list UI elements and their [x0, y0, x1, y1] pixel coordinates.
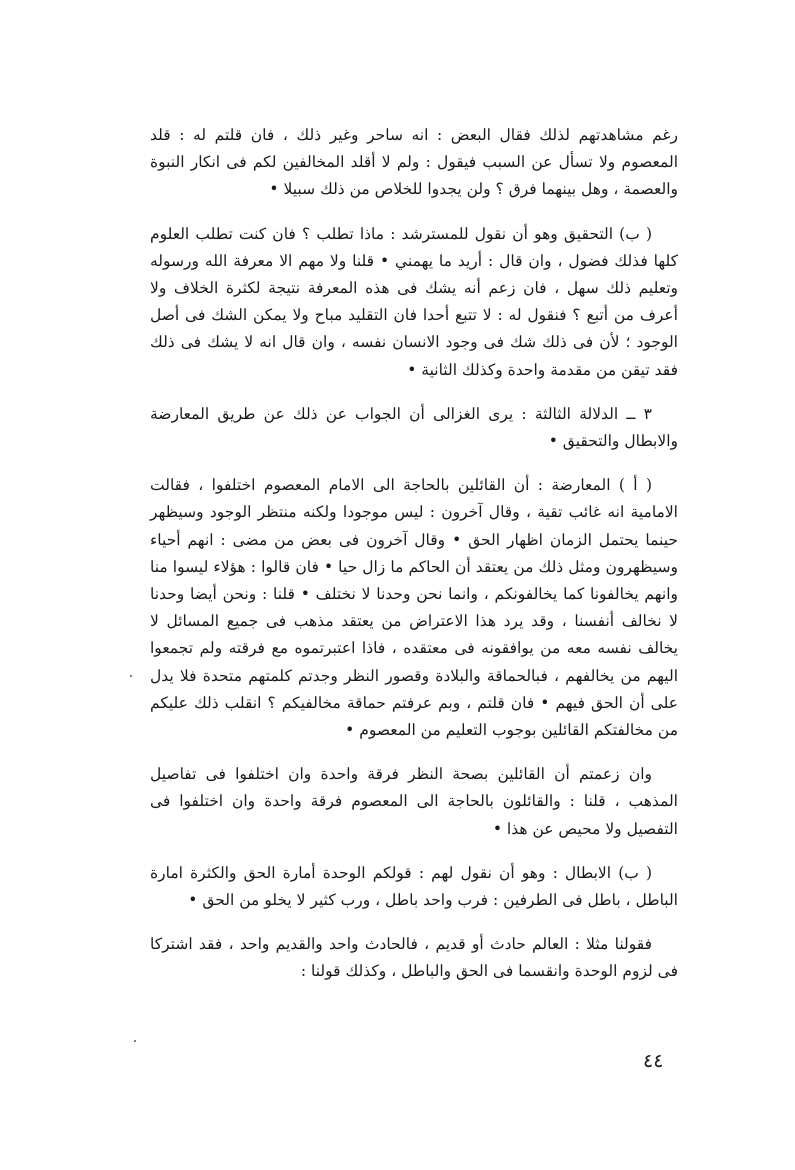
paragraph-6: ( ب) الابطال : وهو أن نقول لهم : قولكم الوحدة أمارة الحق والكثرة امارة الباطل ، باطل فى الطرفين : فرب واحد باطل ، ورب كثير لا يخلو من الحق • — [150, 863, 678, 910]
scan-speck — [134, 1040, 136, 1042]
paragraph-2: ( ب) التحقيق وهو أن نقول للمسترشد : ماذا تطلب ؟ فان كنت تطلب العلوم كلها فذلك فضول ، وان قال : أريد ما يهمني • قلنا ولا مهم الا معرفة الله ورسوله وتعليم ذلك سهل ، فان زعم أنه يشك فى هذه المعرفة نتيجة لكثرة الخلاف ولا أعرف من أتبع ؟ فنقول له : لا تتبع أحدا فان التقليد مباح ولا يمكن الشك فى أصل الوجود ؛ لأن فى ذلك شك فى وجود الانسان نفسه ، وان قال انه لا يشك فى ذلك فقد تيقن من مقدمة واحدة وكذلك الثانية • — [150, 224, 678, 379]
scan-speck — [130, 675, 132, 677]
page-number: ٤٤ — [643, 1050, 664, 1072]
paragraph-3: ٣ ــ الدلالة الثالثة : يرى الغزالى أن الجواب عن ذلك عن طريق المعارضة والابطال والتحقيق • — [150, 404, 678, 451]
paragraph-1: رغم مشاهدتهم لذلك فقال البعض : انه ساحر وغير ذلك ، فان قلتم له : قلد المعصوم ولا تسأل عن السبب فيقول : ولم لا أقلد المخالفين لكم فى انكار النبوة والعصمة ، وهل بينهما فرق ؟ ولن يجدوا للخلاص من ذلك سبيلا • — [150, 126, 678, 199]
paragraph-4: ( أ ) المعارضة : أن القائلين بالحاجة الى الامام المعصوم اختلفوا ، فقالت الامامية انه غائب تقية ، وقال آخرون : ليس موجودا ولكنه منتظر الوجود وسيظهر حينما يحتمل الزمان اظهار الحق • وقال آخرون فى بعض من مضى : انهم أحياء وسيظهرون ومثل ذلك من يعتقد أن الحاكم ما زال حيا • فان قالوا : هؤلاء ليسوا منا وانهم يخالفونا كما يخالفونكم ، وانما نحن وحدنا لا نختلف • قلنا : ونحن أيضا وحدنا لا نخالف أنفسنا ، وقد يرد هذا الاعتراض من يعتقد مذهب فى جميع المسائل لا يخالف نفسه معه من يوافقونه فى معتقده ، فاذا اعتبرتموه مع فرقته ولم تجمعوا اليهم من يخالفهم ، فبالحماقة والبلادة وقصور النظر وجدتم كلمتهم متحدة فلا يدل على أن الحق فيهم • فان قلتم ، وبم عرفتم حماقة مخالفيكم ؟ انقلب ذلك عليكم من مخالفتكم القائلين بوجوب التعليم من المعصوم • — [150, 476, 678, 740]
paragraph-5: وان زعمتم أن القائلين بصحة النظر فرقة واحدة وان اختلفوا فى تفاصيل المذهب ، قلنا : والقائلون بالحاجة الى المعصوم فرقة واحدة وان اختلفوا فى التفصيل ولا محيص عن هذا • — [150, 765, 678, 838]
paragraph-7: فقولنا مثلا : العالم حادث أو قديم ، فالحادث واحد والقديم واحد ، فقد اشتركا فى لزوم الوحدة وانقسما فى الحق والباطل ، وكذلك قولنا : — [150, 935, 678, 981]
page-body — [150, 122, 678, 1003]
